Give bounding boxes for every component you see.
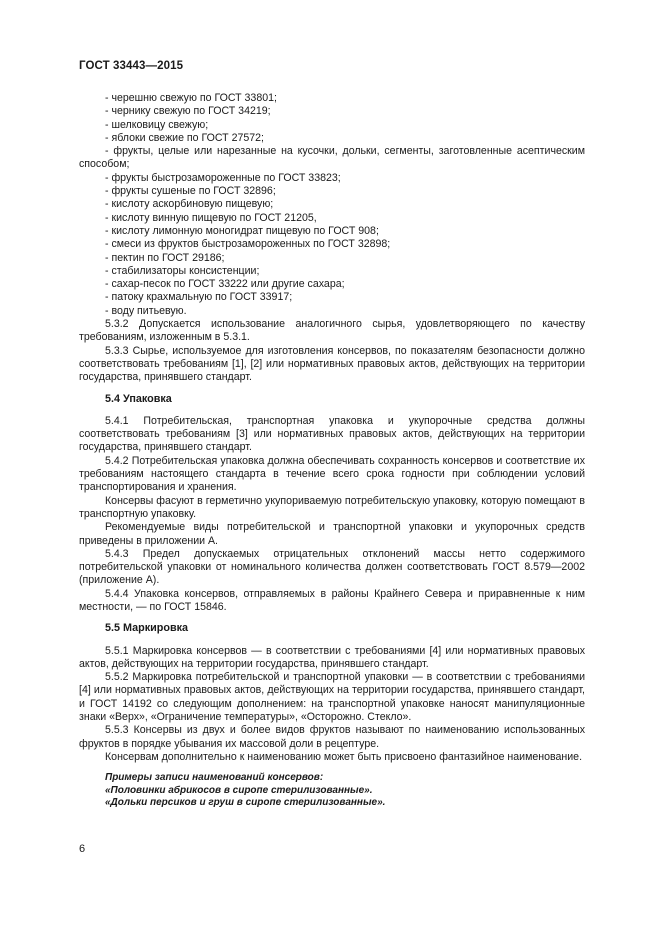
list-item: - патоку крахмальную по ГОСТ 33917; bbox=[105, 291, 293, 304]
paragraph-5-4-2: 5.4.2 Потребительская упаковка должна обеспечивать сохранность консервов и соответствие их требованиям настоящего стандарта в течение всего срока годности при соблюдении условий транспортирования и хранения. bbox=[79, 454, 585, 494]
list-item: - пектин по ГОСТ 29186; bbox=[105, 251, 225, 264]
list-item: - стабилизаторы консистенции; bbox=[105, 264, 260, 277]
list-item: - чернику свежую по ГОСТ 34219; bbox=[105, 105, 271, 118]
paragraph-5-3-3: 5.3.3 Сырье, используемое для изготовления консервов, по показателям безопасности должно соответствовать требованиям [1], [2] или нормативных правовых актов, действующих на территории государства, принявшего стандарт. bbox=[79, 344, 585, 384]
paragraph-5-4-1: 5.4.1 Потребительская, транспортная упаковка и укупорочные средства должны соответствовать требованиям [3] или нормативных правовых актов, действующих на территории государства, принявшего стандарт. bbox=[79, 414, 585, 454]
list-item: - шелковицу свежую; bbox=[105, 118, 209, 131]
list-item: - воду питьевую. bbox=[105, 304, 187, 317]
paragraph-fantasy-name: Консервам дополнительно к наименованию может быть присвоено фантазийное наименование. bbox=[105, 750, 583, 763]
list-item: - смеси из фруктов быстрозамороженных по ГОСТ 32898; bbox=[105, 238, 391, 251]
page-number: 6 bbox=[79, 843, 86, 855]
ingredient-list bbox=[79, 92, 585, 318]
examples-block bbox=[79, 772, 585, 810]
section-heading-5-4: 5.4 Упаковка bbox=[105, 392, 172, 405]
paragraph-5-4-3: 5.4.3 Предел допускаемых отрицательных отклонений массы нетто содержимого потребительской упаковки от номинального количества должен соответствовать ГОСТ 8.579—2002 (приложение А). bbox=[79, 547, 585, 587]
list-item: - фрукты сушеные по ГОСТ 32896; bbox=[105, 185, 276, 198]
list-item: - кислоту винную пищевую по ГОСТ 21205, bbox=[105, 211, 317, 224]
paragraph-5-3-2: 5.3.2 Допускается использование аналогичного сырья, удовлетворяющего по качеству требованиям, изложенным в 5.3.1. bbox=[79, 318, 585, 344]
list-item: - кислоту лимонную моногидрат пищевую по ГОСТ 908; bbox=[105, 224, 379, 237]
document-header: ГОСТ 33443—2015 bbox=[79, 60, 184, 72]
paragraph-5-5-2: 5.5.2 Маркировка потребительской и транспортной упаковки — в соответствии с требованиями [4] или нормативных правовых актов, действующих на территории государства, принявшего стандарт, и ГОСТ 14192 со следующим дополнением: на транспортной упаковке наносят манипуляционные знаки «Верх», «Ограничение температуры», «Осторожно. Стекло». bbox=[79, 671, 585, 724]
document-body bbox=[79, 92, 585, 810]
list-item: - яблоки свежие по ГОСТ 27572; bbox=[105, 131, 264, 144]
paragraph-5-4-4: 5.4.4 Упаковка консервов, отправляемых в районы Крайнего Севера и приравненные к ним местности, — по ГОСТ 15846. bbox=[79, 587, 585, 613]
examples-title: Примеры записи наименований консервов: bbox=[105, 772, 324, 784]
list-item: - сахар-песок по ГОСТ 33222 или другие сахара; bbox=[105, 278, 345, 291]
list-item: - фрукты, целые или нарезанные на кусочки, дольки, сегменты, заготовленные асептическим способом; bbox=[79, 145, 585, 171]
example-item: «Дольки персиков и груш в сиропе стерилизованные». bbox=[105, 797, 386, 809]
list-item: - черешню свежую по ГОСТ 33801; bbox=[105, 92, 277, 104]
example-item: «Половинки абрикосов в сиропе стерилизованные». bbox=[105, 784, 373, 796]
paragraph-packaging-sealed: Консервы фасуют в герметично укупориваемую потребительскую упаковку, которую помещают в транспортную упаковку. bbox=[79, 494, 585, 520]
section-heading-5-5: 5.5 Маркировка bbox=[105, 622, 189, 635]
list-item: - кислоту аскорбиновую пищевую; bbox=[105, 198, 274, 211]
paragraph-5-5-3: 5.5.3 Консервы из двух и более видов фруктов называют по наименованию использованных фруктов в порядке убывания их массовой доли в рецептуре. bbox=[79, 724, 585, 750]
paragraph-5-5-1: 5.5.1 Маркировка консервов — в соответствии с требованиями [4] или нормативных правовых актов, действующих на территории государства, принявшего стандарт. bbox=[79, 644, 585, 670]
list-item: - фрукты быстрозамороженные по ГОСТ 33823; bbox=[105, 171, 341, 184]
paragraph-packaging-recommended: Рекомендуемые виды потребительской и транспортной упаковки и укупорочных средств приведены в приложении А. bbox=[79, 521, 585, 547]
